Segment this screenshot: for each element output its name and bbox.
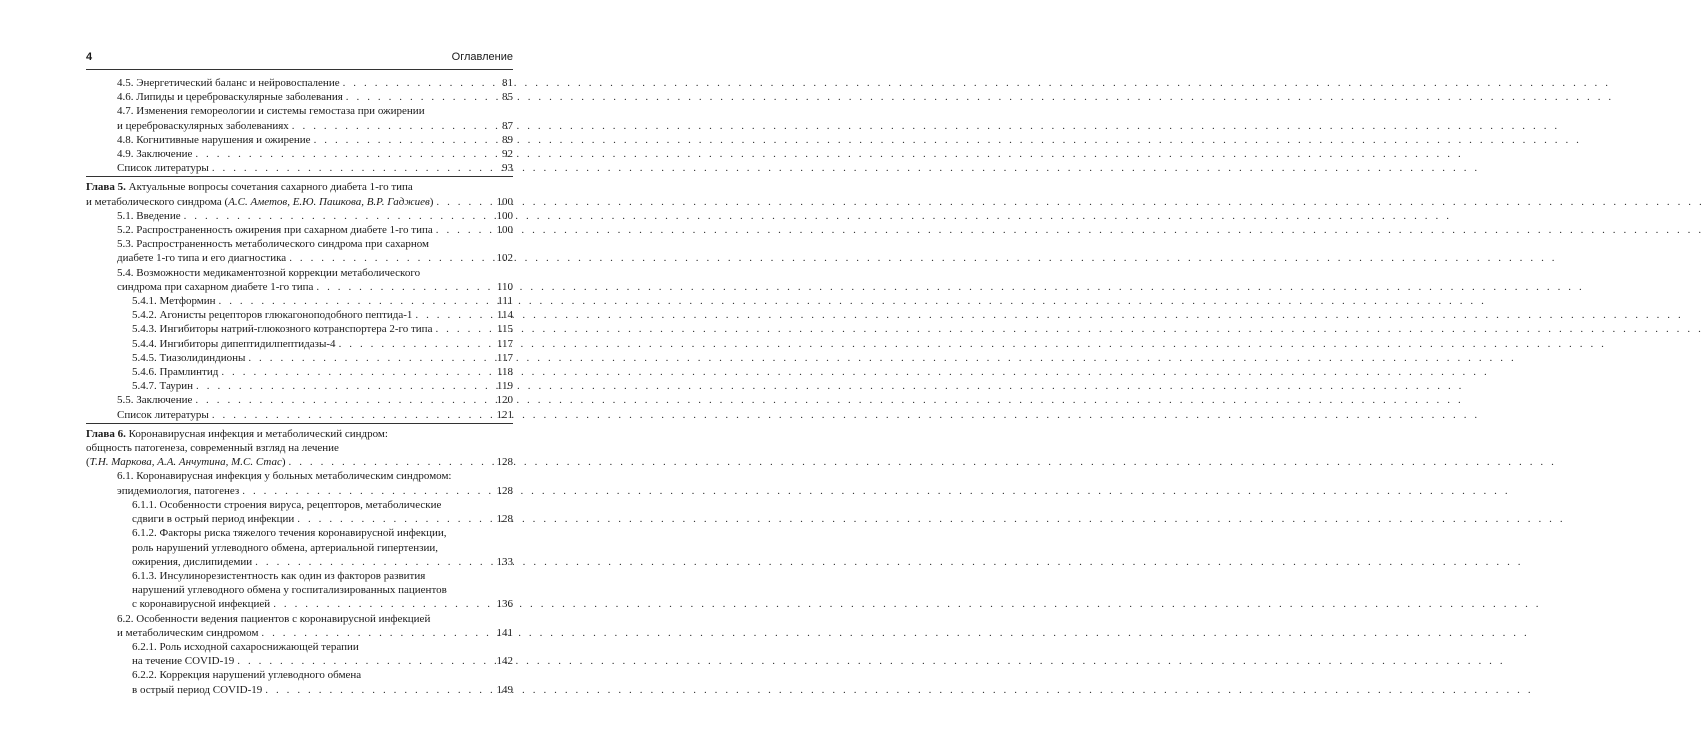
page-ref: 100 <box>496 224 513 237</box>
entry-text: 5.4.7. Таурин <box>132 380 194 393</box>
page-ref: 117 <box>496 337 513 350</box>
page-ref: 85 <box>502 91 513 104</box>
toc-entry <box>86 668 513 696</box>
table-of-contents <box>86 76 513 697</box>
chapter-label: Глава 5. <box>86 181 126 194</box>
toc-entry <box>86 469 513 497</box>
toc-entry <box>86 147 513 161</box>
chapter-5-heading: Глава 5. Актуальные вопросы сочетания сахарного диабета 1-го типа и метаболического синдрома (А.С. Аметов, Е.Ю. Пашкова, В.Р. Гаджиев) . . . 100 <box>86 180 513 208</box>
leader-dots <box>316 280 494 294</box>
entry-text: и цереброваскулярных заболеваниях <box>117 119 289 132</box>
entry-text: Список литературы <box>117 162 209 175</box>
toc-entry <box>86 237 513 265</box>
entry-text: 5.5. Заключение <box>117 394 193 407</box>
entry-text: 4.7. Изменения гемореологии и системы гемостаза при ожирении <box>117 105 425 118</box>
leader-dots <box>219 294 495 308</box>
entry-text: 5.1. Введение <box>117 209 181 222</box>
toc-entry <box>86 569 513 612</box>
leader-dots <box>289 251 493 265</box>
page-ref: 119 <box>496 380 513 393</box>
leader-dots <box>195 393 493 407</box>
entry-text: Список литературы <box>117 408 209 421</box>
chapter-label: Глава 6. <box>86 427 126 440</box>
toc-entry <box>86 612 513 640</box>
toc-entry <box>86 322 513 336</box>
leader-dots <box>435 322 493 336</box>
toc-entry <box>86 365 513 379</box>
leader-dots <box>255 555 493 569</box>
entry-text: 5.4.2. Агонисты рецепторов глюкагоноподобного пептида-1 <box>132 309 413 322</box>
entry-text: ожирения, дислипидемии <box>132 555 253 568</box>
page-ref: 102 <box>496 252 513 265</box>
entry-text: 4.9. Заключение <box>117 148 193 161</box>
page-ref: 136 <box>496 598 513 611</box>
entry-text: 5.4.4. Ингибиторы дипептидилпептидазы-4 <box>132 337 336 350</box>
entry-text: в острый период COVID-19 <box>132 683 263 696</box>
entry-text: и метаболическим синдромом <box>117 626 259 639</box>
toc-entry <box>86 308 513 322</box>
leader-dots <box>436 223 494 237</box>
entry-text: сдвиги в острый период инфекции <box>132 513 295 526</box>
toc-entry <box>86 337 513 351</box>
page-ref: 92 <box>502 148 513 161</box>
toc-entry <box>86 133 513 147</box>
page-ref: 114 <box>496 309 513 322</box>
entry-text: 5.2. Распространенность ожирения при сахарном диабете 1-го типа <box>117 224 433 237</box>
page-ref: 121 <box>496 408 513 421</box>
page-ref: 128 <box>496 513 513 526</box>
toc-entry <box>86 498 513 526</box>
entry-text: 4.8. Когнитивные нарушения и ожирение <box>117 133 311 146</box>
leader-dots <box>242 484 493 498</box>
entry-text: 6.2.2. Коррекция нарушений углеводного обмена <box>132 669 362 682</box>
entry-text: синдрома при сахарном диабете 1-го типа <box>117 280 314 293</box>
toc-entry <box>86 351 513 365</box>
leader-dots <box>292 119 499 133</box>
page-ref: 111 <box>497 295 513 308</box>
entry-text: диабете 1-го типа и его диагностика <box>117 252 287 265</box>
leader-dots <box>346 90 499 104</box>
chapter-6-sections <box>86 469 513 696</box>
page-ref: 93 <box>502 162 513 175</box>
entry-text: 5.4.3. Ингибиторы натрий-глюкозного котранспортера 2-го типа <box>132 323 433 336</box>
page-ref: 149 <box>496 683 513 696</box>
entry-text: 5.4.5. Тиазолидиндионы <box>132 351 246 364</box>
entry-text: 6.2. Особенности ведения пациентов с коронавирусной инфекцией <box>117 612 431 625</box>
leader-dots <box>436 195 493 209</box>
toc-entry <box>86 640 513 668</box>
page-ref: 142 <box>496 655 513 668</box>
page-ref: 141 <box>496 626 513 639</box>
chapter-divider <box>86 176 513 177</box>
entry-text: 5.3. Распространенность метаболического синдрома при сахарном <box>117 238 429 251</box>
page-ref: 133 <box>496 555 513 568</box>
chapter-authors: А.С. Аметов, Е.Ю. Пашкова, В.Р. Гаджиев <box>228 195 430 208</box>
leader-dots <box>237 654 493 668</box>
page-ref: 81 <box>502 77 513 89</box>
chapter-6-heading: Глава 6. Коронавирусная инфекция и метаболический синдром: общность патогенеза, современный взгляд на лечение (Т.Н. Маркова, А.А. Анчутина, М.С. Стас) . . . 128 <box>86 427 513 470</box>
page-ref: 87 <box>502 119 513 132</box>
leader-dots <box>273 597 493 611</box>
leader-dots <box>184 209 494 223</box>
toc-entry <box>86 526 513 569</box>
entry-text: нарушений углеводного обмена у госпитализированных пациентов <box>132 584 447 597</box>
page-ref: 110 <box>496 280 513 293</box>
leader-dots <box>261 626 493 640</box>
toc-entry <box>86 90 513 104</box>
entry-text: 4.6. Липиды и цереброваскулярные заболевания <box>117 91 343 104</box>
leader-dots <box>221 365 494 379</box>
page-ref: 128 <box>496 484 513 497</box>
toc-entry <box>86 223 513 237</box>
chapter-4-tail <box>86 76 513 175</box>
page-ref: 128 <box>496 456 513 469</box>
toc-entry <box>86 266 513 294</box>
toc-entry <box>86 76 513 90</box>
page-ref: 120 <box>496 394 513 407</box>
page-header <box>86 47 513 70</box>
entry-text: 5.4.6. Прамлинтид <box>132 366 219 379</box>
page-ref: 117 <box>496 351 513 364</box>
entry-text: с коронавирусной инфекцией <box>132 598 271 611</box>
page-ref: 100 <box>496 195 513 208</box>
page-number: 4 <box>86 51 93 63</box>
chapter-5-sections <box>86 209 513 422</box>
leader-dots <box>212 161 499 175</box>
leader-dots <box>248 351 494 365</box>
leader-dots <box>314 133 499 147</box>
entry-text: роль нарушений углеводного обмена, артериальной гипертензии, <box>132 541 438 554</box>
leader-dots <box>339 337 494 351</box>
entry-text: 6.1.3. Инсулинорезистентность как один из факторов развития <box>132 569 426 582</box>
entry-text: 6.1.2. Факторы риска тяжелого течения коронавирусной инфекции, <box>132 527 447 540</box>
leader-dots <box>195 147 499 161</box>
toc-entry <box>86 294 513 308</box>
entry-text: эпидемиология, патогенез <box>117 484 240 497</box>
page-ref: 100 <box>496 209 513 222</box>
entry-text: на течение COVID-19 <box>132 655 235 668</box>
entry-text: 6.2.1. Роль исходной сахароснижающей терапии <box>132 640 359 653</box>
toc-entry <box>86 209 513 223</box>
entry-text: 5.4. Возможности медикаментозной коррекции метаболического <box>117 266 421 279</box>
toc-entry <box>86 408 513 422</box>
leader-dots <box>212 408 494 422</box>
entry-text: 4.5. Энергетический баланс и нейровоспаление <box>117 77 340 89</box>
toc-entry <box>86 161 513 175</box>
leader-dots <box>289 455 494 469</box>
leader-dots <box>196 379 494 393</box>
chapter-authors: Т.Н. Маркова, А.А. Анчутина, М.С. Стас <box>89 456 282 469</box>
page-ref: 89 <box>502 133 513 146</box>
running-title: Оглавление <box>451 51 513 63</box>
leader-dots <box>415 308 494 322</box>
toc-entry <box>86 393 513 407</box>
toc-entry <box>86 379 513 393</box>
leader-dots <box>265 683 493 697</box>
entry-text: 6.1. Коронавирусная инфекция у больных метаболическим синдромом: <box>117 470 452 483</box>
leader-dots <box>297 512 493 526</box>
page-ref: 115 <box>496 323 513 336</box>
entry-text: 5.4.1. Метформин <box>132 295 216 308</box>
chapter-divider <box>86 423 513 424</box>
toc-entry <box>86 104 513 132</box>
page-ref: 118 <box>496 366 513 379</box>
entry-text: 6.1.1. Особенности строения вируса, рецепторов, метаболические <box>132 498 442 511</box>
leader-dots <box>343 76 499 90</box>
